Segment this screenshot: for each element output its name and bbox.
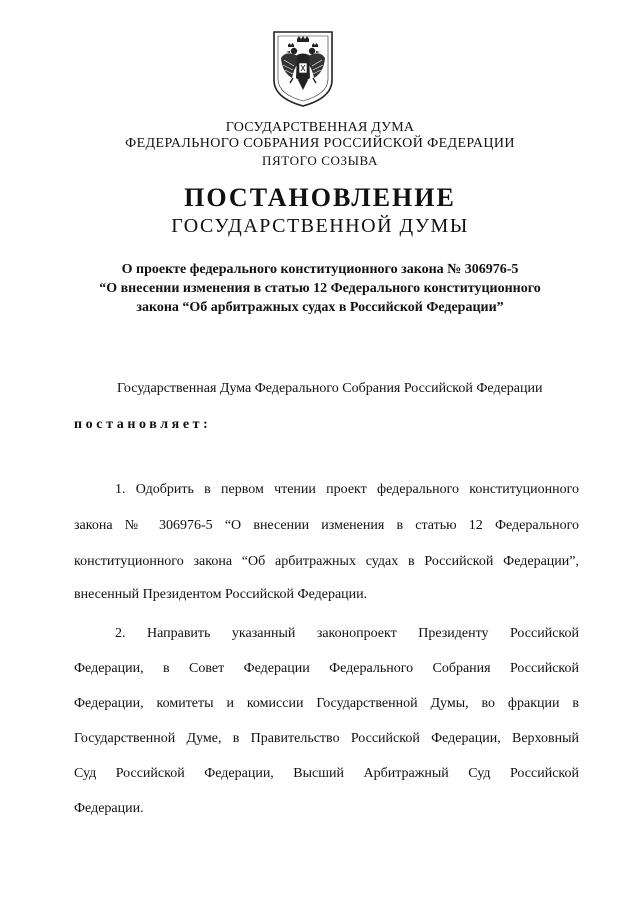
subject-line: О проекте федерального конституционного закона № 306976-5 bbox=[121, 262, 519, 277]
document-title: ПОСТАНОВЛЕНИЕ bbox=[184, 183, 456, 212]
convocation-label: ПЯТОГО СОЗЫВА bbox=[262, 153, 378, 168]
item-1-line: 1. Одобрить в первом чтении проект федерального конституционного bbox=[115, 482, 579, 497]
preamble-text: Государственная Дума Федерального Собрания Российской Федерации bbox=[117, 381, 543, 396]
organization-subtitle: ФЕДЕРАЛЬНОГО СОБРАНИЯ РОССИЙСКОЙ ФЕДЕРАЦИИ bbox=[125, 136, 515, 151]
item-2-line: Федерации, в Совет Федерации Федерального Собрания Российской bbox=[74, 661, 579, 676]
item-2-line: Федерации. bbox=[74, 801, 144, 816]
subject-line: “О внесении изменения в статью 12 Федерального конституционного bbox=[99, 281, 541, 296]
item-1-line: внесенный Президентом Российской Федерации. bbox=[74, 587, 368, 602]
item-2-line: 2. Направить указанный законопроект Президенту Российской bbox=[115, 626, 579, 641]
resolves-label: постановляет: bbox=[74, 417, 212, 432]
item-2-line: Государственной Думе, в Правительство Российской Федерации, Верховный bbox=[74, 731, 579, 746]
subject-line: закона “Об арбитражных судах в Российской Федерации” bbox=[136, 300, 504, 315]
item-1-line: закона № 306976-5 “О внесении изменения в статью 12 Федерального bbox=[74, 518, 579, 533]
item-2-line: Федерации, комитеты и комиссии Государственной Думы, во фракции в bbox=[74, 696, 579, 711]
item-1-line: конституционного закона “Об арбитражных судах в Российской Федерации”, bbox=[74, 554, 579, 569]
coat-of-arms-emblem bbox=[268, 28, 338, 108]
document-subtitle: ГОСУДАРСТВЕННОЙ ДУМЫ bbox=[171, 215, 469, 237]
item-2-line: Суд Российской Федерации, Высший Арбитражный Суд Российской bbox=[74, 766, 579, 781]
organization-name: ГОСУДАРСТВЕННАЯ ДУМА bbox=[225, 120, 415, 135]
